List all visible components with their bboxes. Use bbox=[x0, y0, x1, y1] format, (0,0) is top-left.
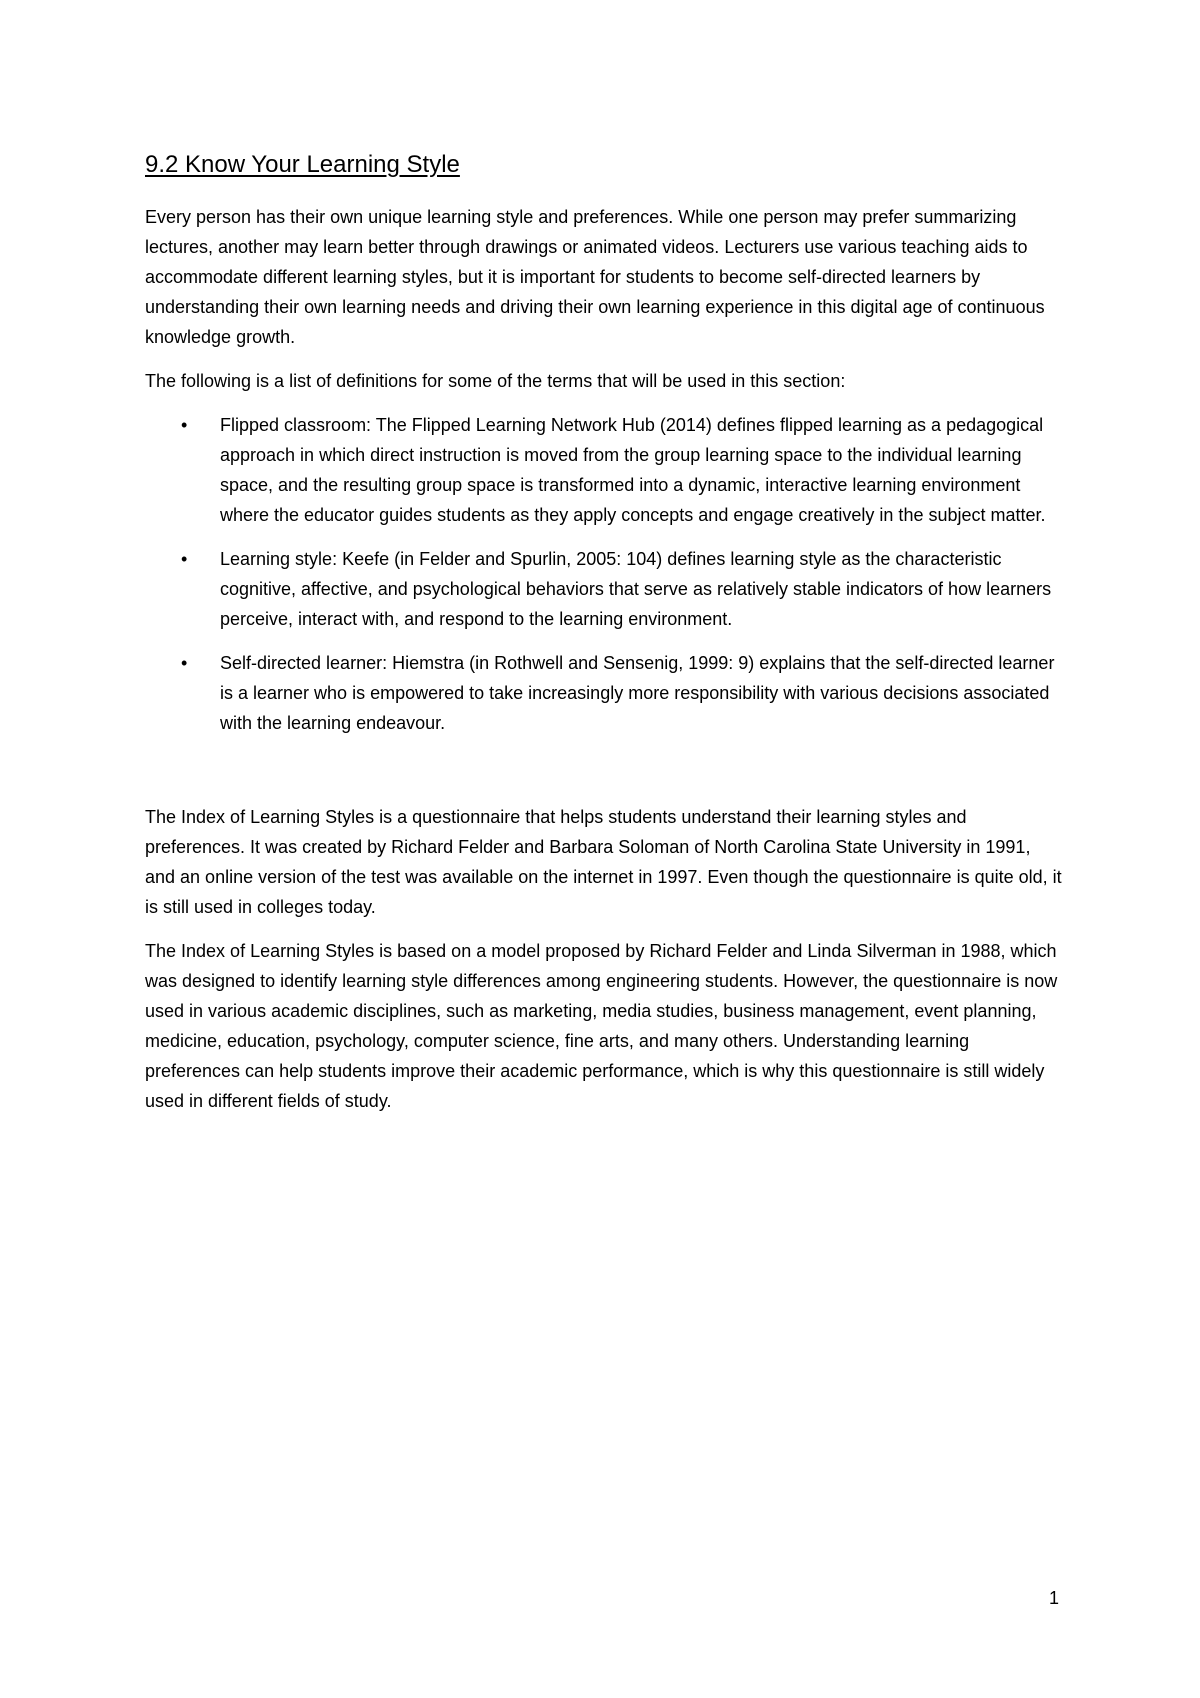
list-item bbox=[145, 648, 1065, 738]
bullet-icon: • bbox=[181, 549, 188, 569]
definitions-intro-paragraph: The following is a list of definitions for some of the terms that will be used in this section: bbox=[145, 371, 846, 391]
page-content bbox=[145, 148, 1065, 1130]
section-heading: 9.2 Know Your Learning Style bbox=[145, 151, 460, 178]
definitions-list bbox=[145, 410, 1065, 738]
definition-learning-style: Learning style: Keefe (in Felder and Spurlin, 2005: 104) defines learning style as the characteristic cognitive, affective, and psychological behaviors that serve as relatively stable indicators of how learners perceive, interact with, and respond to the learning environment. bbox=[220, 549, 1052, 629]
bullet-icon: • bbox=[181, 415, 188, 435]
spacer bbox=[145, 752, 1065, 802]
list-item bbox=[145, 544, 1065, 634]
index-of-learning-styles-paragraph: The Index of Learning Styles is a questionnaire that helps students understand their learning styles and preferences. It was created by Richard Felder and Barbara Soloman of North Carolina State University in 1991, and an online version of the test was available on the internet in 1997. Even though the questionnaire is quite old, it is still used in colleges today. bbox=[145, 807, 1062, 917]
definition-self-directed-learner: Self-directed learner: Hiemstra (in Rothwell and Sensenig, 1999: 9) explains that the self-directed learner is a learner who is empowered to take increasingly more responsibility with various decisions associated with the learning endeavour. bbox=[220, 653, 1055, 733]
intro-paragraph: Every person has their own unique learning style and preferences. While one person may prefer summarizing lectures, another may learn better through drawings or animated videos. Lecturers use various teaching aids to accommodate different learning styles, but it is important for students to become self-directed learners by understanding their own learning needs and driving their own learning experience in this digital age of continuous knowledge growth. bbox=[145, 207, 1045, 347]
list-item bbox=[145, 410, 1065, 530]
page-number: 1 bbox=[1049, 1588, 1060, 1608]
definition-flipped-classroom: Flipped classroom: The Flipped Learning Network Hub (2014) defines flipped learning as a pedagogical approach in which direct instruction is moved from the group learning space to the individual learning space, and the resulting group space is transformed into a dynamic, interactive learning environment where the educator guides students as they apply concepts and engage creatively in the subject matter. bbox=[220, 415, 1046, 525]
bullet-icon: • bbox=[181, 653, 188, 673]
model-paragraph: The Index of Learning Styles is based on a model proposed by Richard Felder and Linda Silverman in 1988, which was designed to identify learning style differences among engineering students. However, the questionnaire is now used in various academic disciplines, such as marketing, media studies, business management, event planning, medicine, education, psychology, computer science, fine arts, and many others. Understanding learning preferences can help students improve their academic performance, which is why this questionnaire is still widely used in different fields of study. bbox=[145, 941, 1058, 1111]
